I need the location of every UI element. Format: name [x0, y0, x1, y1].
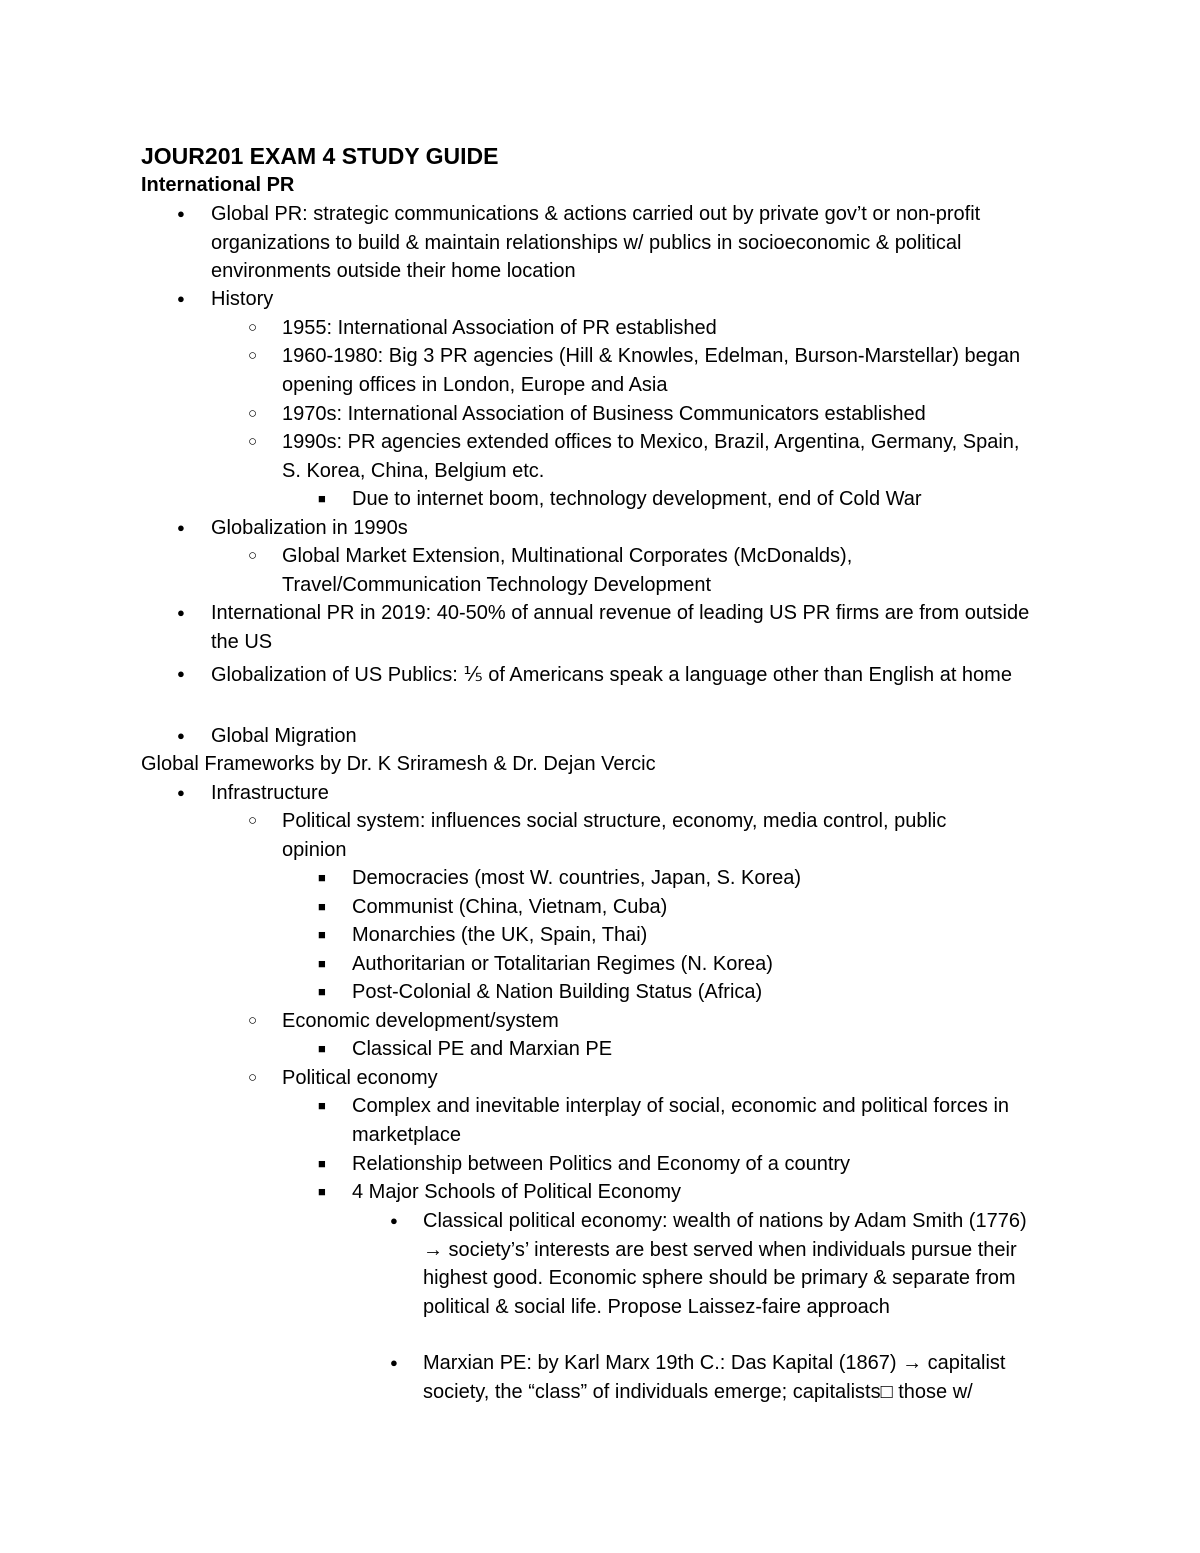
bullet-level1: ●: [177, 605, 185, 620]
bullet-level3: ■: [318, 1041, 326, 1056]
bullet-level1: ●: [177, 785, 185, 800]
list-item-text: 1990s: PR agencies extended offices to Mexico, Brazil, Argentina, Germany, Spain, S. Korea, China, Belgium etc.: [282, 431, 1020, 482]
bullet-level2: ○: [248, 433, 258, 450]
list-item-text: Relationship between Politics and Economy of a country: [352, 1153, 851, 1175]
bullet-level4: ●: [390, 1213, 398, 1228]
bullet-level3: ■: [318, 870, 326, 885]
list-item-text: Communist (China, Vietnam, Cuba): [352, 896, 668, 918]
bullet-level1: ●: [177, 728, 185, 743]
list-item-text: Global Migration: [211, 725, 357, 747]
section-heading-global-frameworks: Global Frameworks by Dr. K Sriramesh & Dr. Dejan Vercic: [141, 753, 656, 775]
list-item-text: 4 Major Schools of Political Economy: [352, 1181, 682, 1203]
bullet-level4: ●: [390, 1355, 398, 1370]
list-item-text: Classical political economy: wealth of nations by Adam Smith (1776) → society’s’ interests are best served when individuals pursue their highest good. Economic sphere should be primary & separate from political & social life. Propose Laissez-faire approach: [423, 1210, 1027, 1318]
bullet-level1: ●: [177, 520, 185, 535]
bullet-level2: ○: [248, 319, 258, 336]
bullet-level3: ■: [318, 1156, 326, 1171]
list-item-text: Political economy: [282, 1067, 438, 1089]
list-item-text: Global PR: strategic communications & actions carried out by private gov’t or non-profit organizations to build & maintain relationships w/ publics in socioeconomic & political environments outside their home location: [211, 203, 981, 283]
list-item-text: Marxian PE: by Karl Marx 19th C.: Das Kapital (1867) → capitalist society, the “class” of individuals emerge; capitalists□ those w/: [423, 1352, 1006, 1403]
list-item-text: 1955: International Association of PR established: [282, 317, 717, 339]
list-item-text: Authoritarian or Totalitarian Regimes (N. Korea): [352, 953, 773, 975]
list-item-text: Globalization in 1990s: [211, 517, 408, 539]
bullet-level2: ○: [248, 547, 258, 564]
bullet-level1: ●: [177, 666, 185, 681]
bullet-level3: ■: [318, 1184, 326, 1199]
bullet-level2: ○: [248, 347, 258, 364]
bullet-level3: ■: [318, 491, 326, 506]
list-item-text: 1960-1980: Big 3 PR agencies (Hill & Knowles, Edelman, Burson-Marstellar) began opening offices in London, Europe and Asia: [282, 345, 1021, 396]
bullet-level1: ●: [177, 291, 185, 306]
bullet-level3: ■: [318, 984, 326, 999]
list-item-text: Globalization of US Publics: ⅕ of Americans speak a language other than English at home: [211, 664, 1012, 686]
list-item-text: Infrastructure: [211, 782, 329, 804]
list-item-text: Political system: influences social structure, economy, media control, public opinion: [282, 810, 947, 861]
list-item-text: International PR in 2019: 40-50% of annual revenue of leading US PR firms are from outside the US: [211, 602, 1030, 653]
list-item-text: Monarchies (the UK, Spain, Thai): [352, 924, 648, 946]
list-item-text: Complex and inevitable interplay of social, economic and political forces in marketplace: [352, 1095, 1010, 1146]
bullet-level3: ■: [318, 1098, 326, 1113]
list-item-text: Economic development/system: [282, 1010, 559, 1032]
list-item-text: 1970s: International Association of Business Communicators established: [282, 403, 926, 425]
bullet-level3: ■: [318, 956, 326, 971]
bullet-level3: ■: [318, 899, 326, 914]
list-item-text: Post-Colonial & Nation Building Status (Africa): [352, 981, 763, 1003]
bullet-level2: ○: [248, 812, 258, 829]
section-heading-international-pr: International PR: [141, 174, 295, 196]
list-item-text: Democracies (most W. countries, Japan, S. Korea): [352, 867, 802, 889]
bullet-level2: ○: [248, 1069, 258, 1086]
bullet-level3: ■: [318, 927, 326, 942]
list-item-text: Classical PE and Marxian PE: [352, 1038, 613, 1060]
list-item-text: History: [211, 288, 274, 310]
document-title: JOUR201 EXAM 4 STUDY GUIDE: [141, 143, 499, 169]
bullet-level2: ○: [248, 1012, 258, 1029]
bullet-level2: ○: [248, 405, 258, 422]
bullet-level1: ●: [177, 206, 185, 221]
list-item-text: Due to internet boom, technology development, end of Cold War: [352, 488, 922, 510]
list-item-text: Global Market Extension, Multinational Corporates (McDonalds), Travel/Communication Technology Development: [282, 545, 853, 596]
